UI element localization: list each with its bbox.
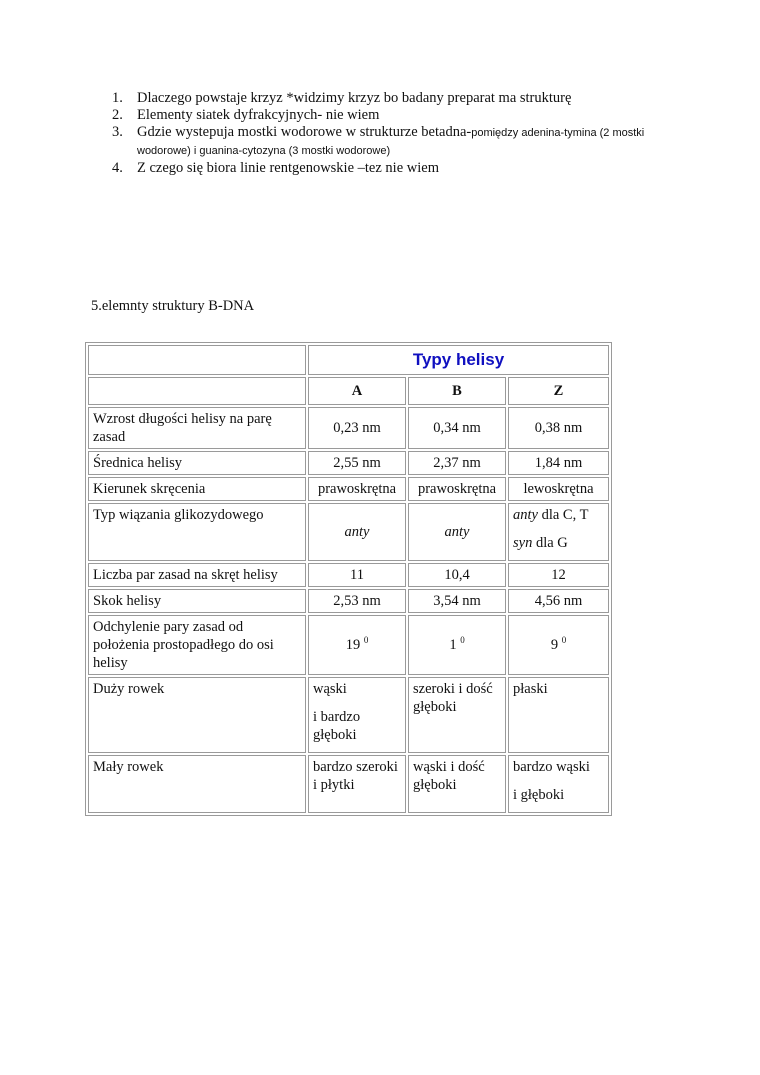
table-row (88, 615, 609, 675)
cell-b-value: 1 (449, 637, 457, 653)
column-header-b: B (408, 377, 506, 405)
cell-b-italic: anty (444, 524, 470, 540)
cell-a: 2,53 nm (308, 589, 406, 613)
table-row (88, 589, 609, 613)
list-item (112, 124, 672, 160)
degree-superscript: 0 (460, 635, 465, 645)
table-title-row (88, 345, 609, 375)
cell-a (308, 503, 406, 561)
cell-a-value: 19 (345, 637, 361, 653)
row-label: Skok helisy (88, 589, 306, 613)
row-label: Odchylenie pary zasad od położenia prostopadłego do osi helisy (88, 615, 306, 675)
cell-b: 2,37 nm (408, 451, 506, 475)
row-label: Kierunek skręcenia (88, 477, 306, 501)
cell-a: prawoskrętna (308, 477, 406, 501)
cell-b: szeroki i dość głęboki (408, 677, 506, 753)
cell-z-line-2: i głęboki (513, 787, 565, 803)
cell-a-italic: anty (344, 524, 370, 540)
cell-a: 2,55 nm (308, 451, 406, 475)
section-heading: 5.elemnty struktury B-DNA (91, 298, 255, 314)
row-label: Wzrost długości helisy na parę zasad (88, 407, 306, 449)
cell-b (408, 503, 506, 561)
cell-z-italic-1: anty (513, 507, 538, 523)
item-number: 1. (112, 90, 123, 106)
cell-z (508, 503, 609, 561)
cell-a: 11 (308, 563, 406, 587)
row-label: Typ wiązania glikozydowego (88, 503, 306, 561)
cell-z (508, 615, 609, 675)
cell-a-line-1: wąski (313, 681, 347, 697)
cell-z-italic-2: syn (513, 535, 533, 551)
cell-b: 0,34 nm (408, 407, 506, 449)
item-text: Elementy siatek dyfrakcyjnych- nie wiem (137, 107, 380, 123)
cell-z-text-2: dla G (532, 535, 568, 551)
item-number: 3. (112, 124, 123, 140)
list-item (112, 160, 672, 177)
cell-z-line-1: bardzo wąski (513, 759, 590, 775)
row-label: Średnica helisy (88, 451, 306, 475)
table-row (88, 755, 609, 813)
cell-a: bardzo szeroki i płytki (308, 755, 406, 813)
row-label: Liczba par zasad na skręt helisy (88, 563, 306, 587)
table-title: Typy helisy (308, 345, 609, 375)
cell-a-line-2: i bardzo głęboki (313, 709, 361, 743)
cell-z: 4,56 nm (508, 589, 609, 613)
empty-cell (88, 377, 306, 405)
cell-b: 10,4 (408, 563, 506, 587)
table-header-row (88, 377, 609, 405)
table-row (88, 407, 609, 449)
list-item (112, 90, 672, 107)
item-text: Z czego się biora linie rentgenowskie –tez nie wiem (137, 160, 439, 176)
degree-superscript: 0 (363, 635, 369, 645)
cell-a: 0,23 nm (308, 407, 406, 449)
list-item (112, 107, 672, 124)
item-number: 4. (112, 160, 123, 176)
cell-b: wąski i dość głęboki (408, 755, 506, 813)
empty-cell (88, 345, 306, 375)
cell-a (308, 615, 406, 675)
cell-z-value: 9 (550, 637, 559, 653)
cell-z-text-1: dla C, T (537, 507, 589, 523)
cell-b: prawoskrętna (408, 477, 506, 501)
item-number: 2. (112, 107, 123, 123)
cell-z: lewoskrętna (508, 477, 609, 501)
degree-superscript: 0 (561, 635, 567, 645)
column-header-a: A (308, 377, 406, 405)
item-text: Gdzie wystepuja mostki wodorowe w strukturze betadna- (137, 124, 472, 140)
question-list (112, 90, 672, 177)
cell-z: 12 (508, 563, 609, 587)
table-row (88, 477, 609, 501)
cell-z: 0,38 nm (508, 407, 609, 449)
column-header-z: Z (508, 377, 609, 405)
cell-b (408, 615, 506, 675)
item-answer: pomiędzy adenina-tymina (2 mostki wodorowe) i guanina-cytozyna (3 mostki wodorowe) (137, 127, 645, 157)
cell-z: 1,84 nm (508, 451, 609, 475)
row-label: Mały rowek (88, 755, 306, 813)
cell-z: płaski (508, 677, 609, 753)
table-row (88, 677, 609, 753)
cell-b: 3,54 nm (408, 589, 506, 613)
row-label: Duży rowek (88, 677, 306, 753)
cell-z (508, 755, 609, 813)
table-row (88, 503, 609, 561)
helix-types-table (85, 342, 612, 816)
item-text: Dlaczego powstaje krzyz *widzimy krzyz bo badany preparat ma strukturę (137, 90, 572, 106)
cell-a (308, 677, 406, 753)
table-row (88, 451, 609, 475)
table-row (88, 563, 609, 587)
